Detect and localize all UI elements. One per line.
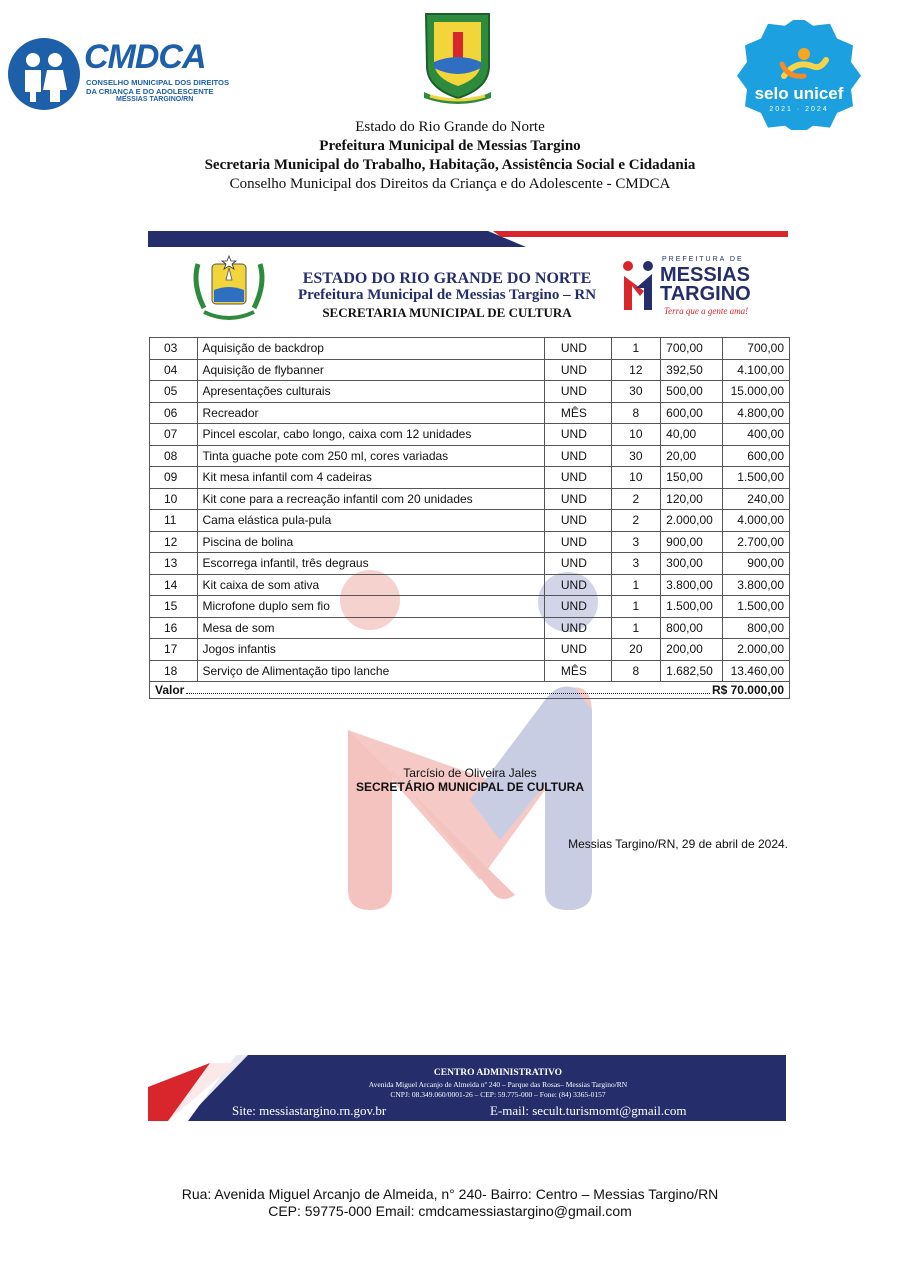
total-label: Valor	[155, 683, 185, 697]
cmdca-line2: DA CRIANÇA E DO ADOLESCENTE	[86, 87, 214, 96]
item-unit-price: 900,00	[661, 531, 723, 553]
item-unit-price: 120,00	[661, 488, 723, 510]
table-row	[150, 510, 790, 532]
banner-site: Site: messiastargino.rn.gov.br	[232, 1103, 387, 1118]
item-unit: UND	[544, 424, 611, 446]
messias-targino-logo	[622, 256, 762, 318]
item-unit-price: 1.500,00	[661, 596, 723, 618]
cmdca-logo	[6, 36, 234, 112]
table-row	[150, 596, 790, 618]
item-unit: UND	[544, 574, 611, 596]
header-line-prefeitura: Prefeitura Municipal de Messias Targino	[319, 138, 581, 154]
item-total: 800,00	[723, 617, 790, 639]
item-quantity: 30	[611, 445, 661, 467]
item-number: 13	[150, 553, 198, 575]
rn-coat-of-arms	[188, 254, 270, 324]
item-unit: MÊS	[544, 402, 611, 424]
item-quantity: 8	[611, 660, 661, 682]
item-description: Kit cone para a recreação infantil com 20 unidades	[197, 488, 544, 510]
item-quantity: 30	[611, 381, 661, 403]
item-description: Kit mesa infantil com 4 cadeiras	[197, 467, 544, 489]
banner-title: CENTRO ADMINISTRATIVO	[433, 1068, 563, 1078]
item-unit: MÊS	[544, 660, 611, 682]
item-description: Aquisição de flybanner	[197, 359, 544, 381]
item-description: Cama elástica pula-pula	[197, 510, 544, 532]
cmdca-line1: CONSELHO MUNICIPAL DOS DIREITOS	[86, 78, 230, 87]
table-row	[150, 639, 790, 661]
table-row	[150, 424, 790, 446]
item-description: Microfone duplo sem fio	[197, 596, 544, 618]
banner-address: Avenida Miguel Arcanjo de Almeida nº 240 – Parque das Rosas– Messias Targino/RN	[368, 1080, 628, 1089]
table-total-row	[150, 682, 790, 699]
logo-slogan: Terra que a gente ama!	[664, 306, 749, 316]
item-quantity: 1	[611, 338, 661, 360]
logo-prefeitura-de: PREFEITURA DE	[662, 256, 744, 263]
item-total: 2.000,00	[723, 639, 790, 661]
item-number: 18	[150, 660, 198, 682]
item-description: Jogos infantis	[197, 639, 544, 661]
item-number: 16	[150, 617, 198, 639]
item-unit: UND	[544, 531, 611, 553]
unicef-seal-text: selo unicef	[754, 84, 844, 103]
logo-messias: MESSIAS	[660, 264, 751, 286]
rn-coat-of-arms-icon	[188, 254, 270, 324]
item-total: 600,00	[723, 445, 790, 467]
item-number: 14	[150, 574, 198, 596]
item-unit-price: 800,00	[661, 617, 723, 639]
item-unit-price: 200,00	[661, 639, 723, 661]
item-quantity: 8	[611, 402, 661, 424]
cmdca-line3: MESSIAS TARGINO/RN	[116, 96, 194, 103]
item-description: Recreador	[197, 402, 544, 424]
item-quantity: 2	[611, 488, 661, 510]
banner-email: E-mail: secult.turismomt@gmail.com	[490, 1103, 687, 1118]
item-description: Piscina de bolina	[197, 531, 544, 553]
item-total: 13.460,00	[723, 660, 790, 682]
item-number: 08	[150, 445, 198, 467]
top-bar-stripes-icon	[148, 231, 788, 247]
inner-document-top-bar	[148, 231, 788, 247]
items-table	[149, 337, 790, 699]
city-date: Messias Targino/RN, 29 de abril de 2024.	[568, 837, 788, 851]
item-number: 10	[150, 488, 198, 510]
table-row	[150, 574, 790, 596]
item-description: Pincel escolar, cabo longo, caixa com 12 unidades	[197, 424, 544, 446]
item-description: Apresentações culturais	[197, 381, 544, 403]
item-unit-price: 300,00	[661, 553, 723, 575]
municipal-coat-of-arms	[420, 8, 495, 106]
logo-targino: TARGINO	[660, 283, 751, 305]
item-quantity: 1	[611, 617, 661, 639]
table-row	[150, 445, 790, 467]
table-row	[150, 381, 790, 403]
item-quantity: 10	[611, 424, 661, 446]
table-row	[150, 553, 790, 575]
item-description: Kit caixa de som ativa	[197, 574, 544, 596]
item-unit: UND	[544, 338, 611, 360]
item-total: 4.800,00	[723, 402, 790, 424]
header-line-conselho: Conselho Municipal dos Direitos da Criança e do Adolescente - CMDCA	[229, 176, 671, 192]
item-description: Aquisição de backdrop	[197, 338, 544, 360]
table-row	[150, 531, 790, 553]
item-unit: UND	[544, 445, 611, 467]
item-unit: UND	[544, 488, 611, 510]
unicef-seal-years: 2021 · 2024	[769, 106, 829, 113]
item-quantity: 3	[611, 553, 661, 575]
item-number: 09	[150, 467, 198, 489]
item-number: 17	[150, 639, 198, 661]
item-unit: UND	[544, 639, 611, 661]
table-row	[150, 660, 790, 682]
item-number: 07	[150, 424, 198, 446]
item-unit-price: 20,00	[661, 445, 723, 467]
item-total: 3.800,00	[723, 574, 790, 596]
item-description: Mesa de som	[197, 617, 544, 639]
coat-of-arms-icon	[420, 8, 495, 106]
item-total: 700,00	[723, 338, 790, 360]
table-row	[150, 359, 790, 381]
centro-administrativo-banner	[148, 1055, 786, 1121]
total-value: R$ 70.000,00	[711, 683, 784, 697]
page-footer-contact: CEP: 59775-000 Email: cmdcamessiastargino@gmail.com	[268, 1203, 632, 1219]
item-unit: UND	[544, 553, 611, 575]
header-line-state: Estado do Rio Grande do Norte	[355, 119, 545, 135]
item-quantity: 2	[611, 510, 661, 532]
banner-cnpj: CNPJ: 08.349.060/0001-26 – CEP: 59.775-000 – Fone: (84) 3365-0157	[390, 1090, 606, 1099]
inner-title-secretaria: SECRETARIA MUNICIPAL DE CULTURA	[322, 305, 572, 320]
item-unit-price: 2.000,00	[661, 510, 723, 532]
item-quantity: 12	[611, 359, 661, 381]
inner-title-prefeitura: Prefeitura Municipal de Messias Targino – RN	[297, 287, 597, 303]
item-description: Escorrega infantil, três degraus	[197, 553, 544, 575]
table-row	[150, 488, 790, 510]
item-unit-price: 40,00	[661, 424, 723, 446]
table-row	[150, 402, 790, 424]
item-total: 4.000,00	[723, 510, 790, 532]
item-unit: UND	[544, 381, 611, 403]
item-number: 15	[150, 596, 198, 618]
item-description: Tinta guache pote com 250 ml, cores variadas	[197, 445, 544, 467]
item-number: 04	[150, 359, 198, 381]
item-total: 2.700,00	[723, 531, 790, 553]
item-number: 12	[150, 531, 198, 553]
item-quantity: 3	[611, 531, 661, 553]
inner-title-state: ESTADO DO RIO GRANDE DO NORTE	[302, 270, 592, 287]
item-total: 1.500,00	[723, 596, 790, 618]
total-cell	[150, 682, 790, 699]
cmdca-acronym: CMDCA	[84, 38, 206, 76]
item-description: Serviço de Alimentação tipo lanche	[197, 660, 544, 682]
item-total: 240,00	[723, 488, 790, 510]
item-total: 400,00	[723, 424, 790, 446]
signatory-role: SECRETÁRIO MUNICIPAL DE CULTURA	[356, 780, 584, 794]
item-quantity: 10	[611, 467, 661, 489]
item-quantity: 1	[611, 574, 661, 596]
item-unit-price: 1.682,50	[661, 660, 723, 682]
header-line-secretaria: Secretaria Municipal do Trabalho, Habitação, Assistência Social e Cidadania	[204, 157, 696, 173]
item-number: 05	[150, 381, 198, 403]
items-table-body	[150, 338, 790, 682]
unicef-seal-icon	[732, 20, 866, 130]
table-row	[150, 338, 790, 360]
messias-targino-m-icon	[622, 260, 654, 314]
item-quantity: 1	[611, 596, 661, 618]
item-total: 1.500,00	[723, 467, 790, 489]
item-unit-price: 150,00	[661, 467, 723, 489]
item-unit-price: 392,50	[661, 359, 723, 381]
table-row	[150, 617, 790, 639]
item-unit: UND	[544, 617, 611, 639]
item-number: 11	[150, 510, 198, 532]
item-unit-price: 600,00	[661, 402, 723, 424]
item-unit: UND	[544, 359, 611, 381]
page-footer-address: Rua: Avenida Miguel Arcanjo de Almeida, n° 240- Bairro: Centro – Messias Targino/RN	[181, 1186, 719, 1202]
item-unit-price: 3.800,00	[661, 574, 723, 596]
item-quantity: 20	[611, 639, 661, 661]
item-unit: UND	[544, 510, 611, 532]
item-total: 900,00	[723, 553, 790, 575]
item-unit-price: 700,00	[661, 338, 723, 360]
item-total: 4.100,00	[723, 359, 790, 381]
item-total: 15.000,00	[723, 381, 790, 403]
selo-unicef-seal	[732, 20, 866, 130]
table-row	[150, 467, 790, 489]
signatory-name: Tarcísio de Oliveira Jales	[403, 766, 537, 780]
item-unit-price: 500,00	[661, 381, 723, 403]
item-number: 06	[150, 402, 198, 424]
item-unit: UND	[544, 467, 611, 489]
item-unit: UND	[544, 596, 611, 618]
item-number: 03	[150, 338, 198, 360]
